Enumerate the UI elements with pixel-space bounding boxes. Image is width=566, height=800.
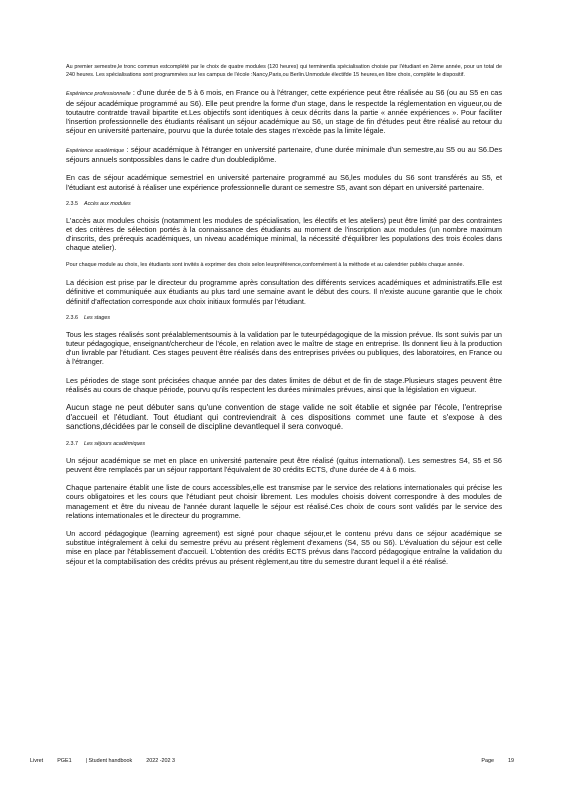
heading-number: 2.3.6 [66,314,78,321]
footer-page-number: 19 [508,758,514,764]
footer-page-label: Page [481,758,494,764]
term-experience-professionnelle: Expérience professionnelle [66,91,131,98]
heading-2-3-6 [66,315,502,322]
paragraph-experience-professionnelle [66,88,502,135]
paragraph-acces-modules: L'accès aux modules choisis (notamment les modules de spécialisation, les électifs et les ateliers) peut être limité par des contraintes et des critères de sélection portés à la connaissance des étudiants au moment de l'inscription aux modules (un nombre maximum d'inscrits, des prérequis académiques, un niveau académique minimal, la nécessité d'équilibrer les populations des trois écoles dans chaque atelier). [66,215,502,253]
page-footer [30,758,514,764]
footer-year: 2022 -202 3 [146,758,176,764]
paragraph-decision: La décision est prise par le directeur du programme après consultation des différents services académiques et administratifs.Elle est définitive et communiquée aux étudiants au plus tard une semaine avant le début des cours. Il n'existe aucune garantie que le choix définitif d'affectation corresponde aux choix initiaux formulés par l'étudiant. [66,278,502,306]
paragraph-convention-stage: Aucun stage ne peut débuter sans qu'une convention de stage valide ne soit établie et signée par l'école, l'entreprise d'accueil et l'étudiant. Tout étudiant qui contreviendrait à ces dispositions commet une faute et s'expose à des sanctions,décidées par le conseil de discipline devantlequel il sera convoqué. [66,403,502,432]
footer-right [481,758,514,764]
paragraph-sejour-academique: Un séjour académique se met en place en université partenaire peut être réalisé (quitus international). Les semestres S4, S5 et S6 peuvent être remplacés par un séjour rapportant l'équivalent de 30 crédits ECTS, d'une durée de 4 à 6 mois. [66,455,502,475]
footer-handbook: | Student handbook [85,758,133,764]
paragraph-experience-academique [66,145,502,165]
document-page [66,64,502,575]
text-experience-academique: : séjour académique à l'étranger en université partenaire, d'une durée minimale d'un semestre,au S5 ou au S6.Des séjours annuels sontpossibles dans le cadre d'un doublediplôme. [66,144,502,165]
heading-2-3-5 [66,201,502,208]
footer-left [30,758,175,764]
heading-number: 2.3.5 [66,200,78,207]
footer-livret: Livret [30,758,44,764]
heading-number: 2.3.7 [66,440,78,447]
paragraph-stages-validation: Tous les stages réalisés sont préalablementsoumis à la validation par le tuteurpédagogique de la mission prévue. Ils sont suivis par un tuteur pédagogique, enseignant/chercheur de l'école, en relation avec le maître de stage en entreprise. Ils donnent lieu à la production d'un livrable par l'étudiant. Ces stages peuvent être réalisés dans des entreprises privées ou publiques, des laboratoires, en France ou à l'étranger. [66,329,502,367]
heading-title: Accès aux modules [84,200,131,207]
paragraph-periodes-stage: Les périodes de stage sont précisées chaque année par des dates limites de début et de fin de stage.Plusieurs stages peuvent être réalisés au cours de chaque période, pourvu qu'ils respectent les durées minimales prévues, ainsi que la législation en vigueur. [66,375,502,394]
heading-2-3-7 [66,441,502,448]
paragraph-tronc-commun: Au premier semestre,le tronc commun estcomplété par le choix de quatre modules (120 heures) qui terminentla spécialisation choisie par l'étudiant en 2ème année, pour un total de 240 heures. Les spécialisations sont programmées sur les campus de l'école :Nancy,Paris,ou Berlin.Unmodule électifde 15 heures,en libre choix, complète le dispositif. [66,64,502,78]
paragraph-accord-pedagogique: Un accord pédagogique (learning agreement) est signé pour chaque séjour,et le contenu prévu dans ce séjour académique se substitue intégralement à celui du semestre prévu au présent règlement d'examens (S4, S5 ou S6). L'évaluation du séjour est celle mise en place par l'établissement d'accueil. L'obtention des crédits ECTS prévus dans l'accord pédagogique entraîne la validation du séjour et la comptabilisation des crédits prévus au présent règlement,au titre du semestre durant lequel il a été réalisé. [66,529,502,566]
term-experience-academique: Expérience académique [66,147,125,154]
paragraph-sejour-semestriel: En cas de séjour académique semestriel en université partenaire programmé au S6,les modules du S6 sont transférés au S5, et l'étudiant est autorisé à réaliser une expérience professionnelle durant ce semestre S5, avant son départ en université partenaire. [66,173,502,192]
paragraph-choix-modules: Pour chaque module au choix, les étudiants sont invités à exprimer des choix selon leurpréférence,conformément à la méthode et au calendrier publiés chaque année. [66,261,464,268]
paragraph-liste-cours: Chaque partenaire établit une liste de cours accessibles,elle est transmise par le service des relations internationales qui précise les cours obligatoires et les cours que l'étudiant peut choisir librement. Les modules choisis doivent correspondre à des modules de management et être du niveau de l'année durant laquelle le séjour est réalisé.Ces choix de cours sont validés par le service des relations internationales et le directeur du programme. [66,483,502,520]
footer-pge: PGE1 [57,758,72,764]
heading-title: Les stages [84,314,111,321]
heading-title: Les séjours académiques [84,440,146,447]
text-experience-professionnelle: : d'une durée de 5 à 6 mois, en France ou à l'étranger, cette expérience peut être réalisée au S6 (ou au S5 en cas de séjour académique programmé au S6). Elle peut prendre la forme d'un stage, dans le respectde la réglementation en vigueur,ou de toutautre contratde travail bipartite et.Les objectifs sont identiques à ceux décrits dans la partie « année expériences ». Pour faciliter l'insertion professionnelle des étudiants réalisant un séjour académique au S6, un stage de fin d'études peut être réalisé au retour du séjour en université partenaire, pourvu que la durée totale des stages n'excède pas la limite légale. [66,88,502,136]
